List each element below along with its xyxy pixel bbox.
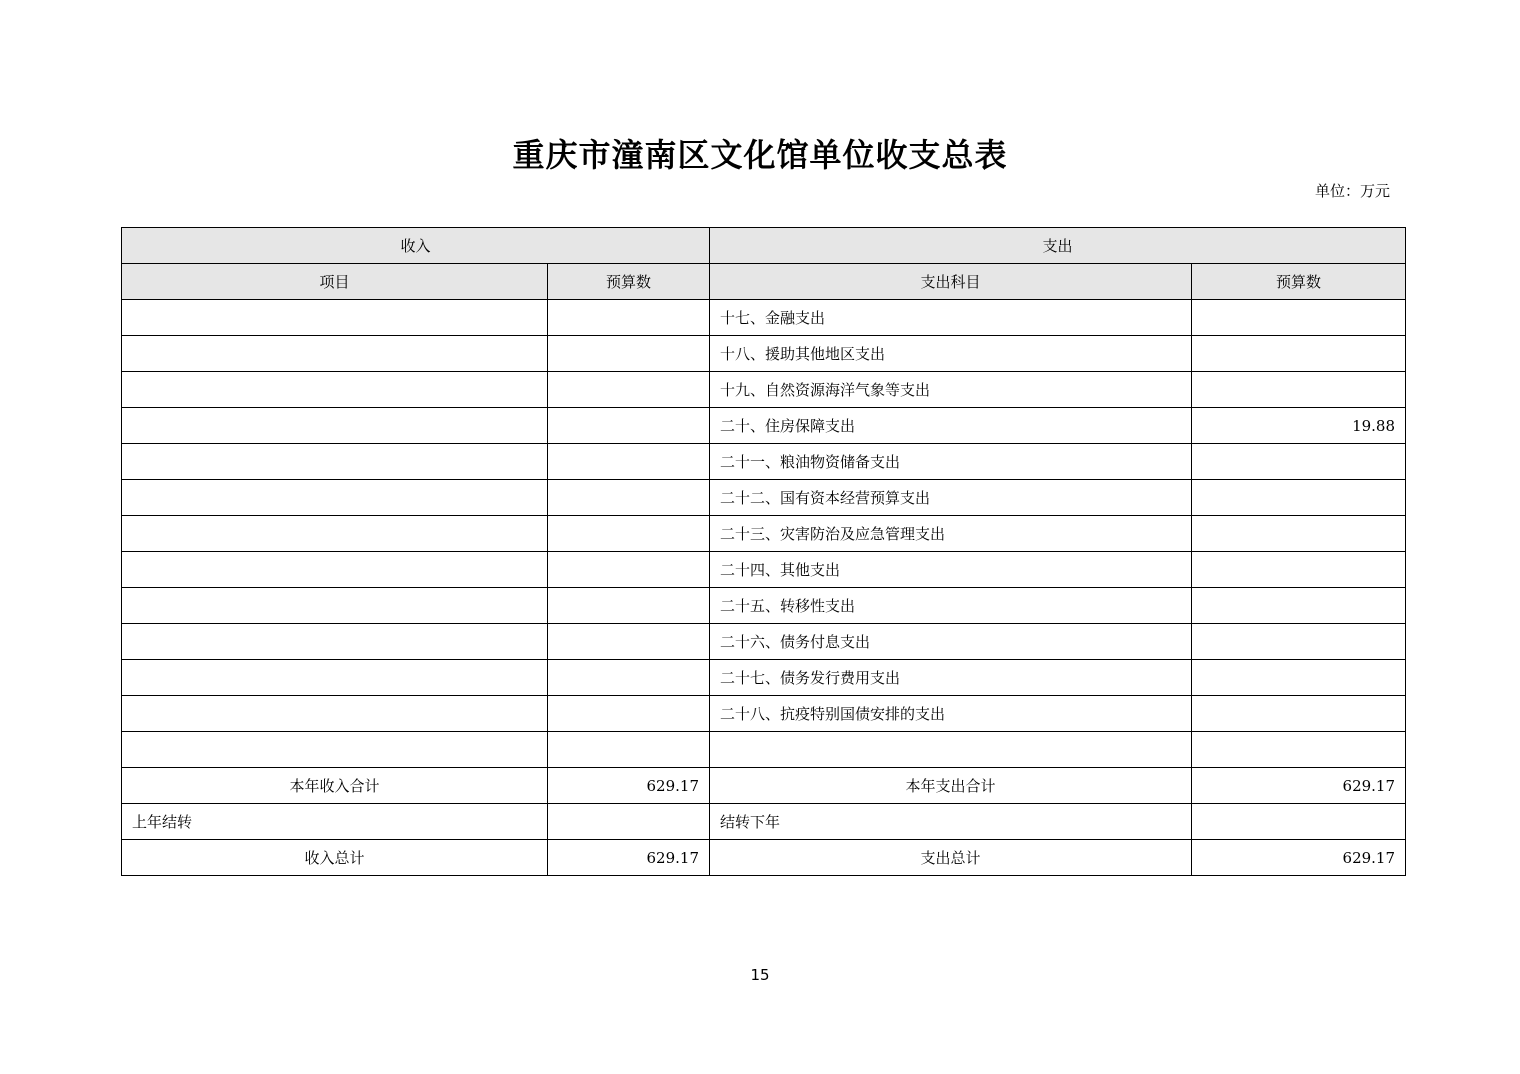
table-row bbox=[122, 696, 1406, 732]
year-total-row bbox=[122, 768, 1406, 804]
income-item-cell bbox=[122, 444, 548, 480]
expense-item-cell: 二十六、债务付息支出 bbox=[710, 624, 1192, 660]
income-budget-cell bbox=[548, 372, 710, 408]
expense-budget-cell bbox=[1192, 300, 1406, 336]
page-number: 15 bbox=[750, 966, 770, 984]
income-budget-cell bbox=[548, 336, 710, 372]
income-item-cell bbox=[122, 480, 548, 516]
table-row bbox=[122, 588, 1406, 624]
expense-budget-cell: 19.88 bbox=[1192, 408, 1406, 444]
carryover-row bbox=[122, 804, 1406, 840]
income-item-cell bbox=[122, 336, 548, 372]
expense-budget-cell bbox=[1192, 660, 1406, 696]
income-carryover-value bbox=[548, 804, 710, 840]
expense-budget-cell bbox=[1192, 732, 1406, 768]
expense-budget-cell bbox=[1192, 552, 1406, 588]
expense-year-total-value: 629.17 bbox=[1192, 768, 1406, 804]
expense-item-cell: 二十、住房保障支出 bbox=[710, 408, 1192, 444]
income-budget-cell bbox=[548, 660, 710, 696]
expense-item-cell: 十九、自然资源海洋气象等支出 bbox=[710, 372, 1192, 408]
table-row bbox=[122, 552, 1406, 588]
expense-budget-cell bbox=[1192, 336, 1406, 372]
income-item-cell bbox=[122, 516, 548, 552]
income-year-total-label: 本年收入合计 bbox=[122, 768, 548, 804]
expense-budget-cell bbox=[1192, 372, 1406, 408]
table-body bbox=[122, 300, 1406, 876]
income-budget-cell bbox=[548, 480, 710, 516]
expense-item-cell: 二十一、粮油物资储备支出 bbox=[710, 444, 1192, 480]
income-item-cell bbox=[122, 552, 548, 588]
unit-label: 单位：万元 bbox=[1314, 182, 1390, 200]
table-row bbox=[122, 408, 1406, 444]
income-year-total-value: 629.17 bbox=[548, 768, 710, 804]
income-carryover-label: 上年结转 bbox=[122, 804, 548, 840]
page-title: 重庆市潼南区文化馆单位收支总表 bbox=[512, 136, 1008, 174]
expense-budget-cell bbox=[1192, 516, 1406, 552]
expense-item-cell: 二十四、其他支出 bbox=[710, 552, 1192, 588]
table-row bbox=[122, 624, 1406, 660]
income-grand-total-label: 收入总计 bbox=[122, 840, 548, 876]
expense-budget-cell bbox=[1192, 696, 1406, 732]
table-row bbox=[122, 444, 1406, 480]
income-item-cell bbox=[122, 300, 548, 336]
expense-item-cell bbox=[710, 732, 1192, 768]
expense-item-cell: 十七、金融支出 bbox=[710, 300, 1192, 336]
expense-grand-total-label: 支出总计 bbox=[710, 840, 1192, 876]
expense-item-cell: 二十二、国有资本经营预算支出 bbox=[710, 480, 1192, 516]
income-budget-cell bbox=[548, 408, 710, 444]
table-row bbox=[122, 516, 1406, 552]
income-item-cell bbox=[122, 660, 548, 696]
income-item-cell bbox=[122, 408, 548, 444]
grand-total-row bbox=[122, 840, 1406, 876]
table-row bbox=[122, 300, 1406, 336]
table-row bbox=[122, 336, 1406, 372]
expense-budget-cell bbox=[1192, 444, 1406, 480]
income-budget-cell bbox=[548, 588, 710, 624]
expense-carryover-label: 结转下年 bbox=[710, 804, 1192, 840]
header-income-budget: 预算数 bbox=[548, 264, 710, 300]
income-budget-cell bbox=[548, 300, 710, 336]
header-income-item: 项目 bbox=[122, 264, 548, 300]
expense-item-cell: 二十五、转移性支出 bbox=[710, 588, 1192, 624]
income-item-cell bbox=[122, 588, 548, 624]
income-budget-cell bbox=[548, 696, 710, 732]
expense-budget-cell bbox=[1192, 588, 1406, 624]
table-row bbox=[122, 372, 1406, 408]
income-budget-cell bbox=[548, 624, 710, 660]
expense-item-cell: 二十三、灾害防治及应急管理支出 bbox=[710, 516, 1192, 552]
expense-year-total-label: 本年支出合计 bbox=[710, 768, 1192, 804]
income-item-cell bbox=[122, 732, 548, 768]
income-item-cell bbox=[122, 372, 548, 408]
income-item-cell bbox=[122, 696, 548, 732]
header-expense-item: 支出科目 bbox=[710, 264, 1192, 300]
table-row bbox=[122, 732, 1406, 768]
expense-budget-cell bbox=[1192, 624, 1406, 660]
expense-grand-total-value: 629.17 bbox=[1192, 840, 1406, 876]
header-row-sub bbox=[122, 264, 1406, 300]
table-row bbox=[122, 480, 1406, 516]
income-grand-total-value: 629.17 bbox=[548, 840, 710, 876]
income-budget-cell bbox=[548, 552, 710, 588]
expense-item-cell: 十八、援助其他地区支出 bbox=[710, 336, 1192, 372]
expense-item-cell: 二十七、债务发行费用支出 bbox=[710, 660, 1192, 696]
expense-budget-cell bbox=[1192, 480, 1406, 516]
expense-item-cell: 二十八、抗疫特别国债安排的支出 bbox=[710, 696, 1192, 732]
income-budget-cell bbox=[548, 732, 710, 768]
header-expense-budget: 预算数 bbox=[1192, 264, 1406, 300]
header-income: 收入 bbox=[122, 228, 710, 264]
header-row-top bbox=[122, 228, 1406, 264]
budget-table bbox=[121, 227, 1406, 876]
header-expense: 支出 bbox=[710, 228, 1406, 264]
income-item-cell bbox=[122, 624, 548, 660]
income-budget-cell bbox=[548, 516, 710, 552]
expense-carryover-value bbox=[1192, 804, 1406, 840]
income-budget-cell bbox=[548, 444, 710, 480]
table-row bbox=[122, 660, 1406, 696]
